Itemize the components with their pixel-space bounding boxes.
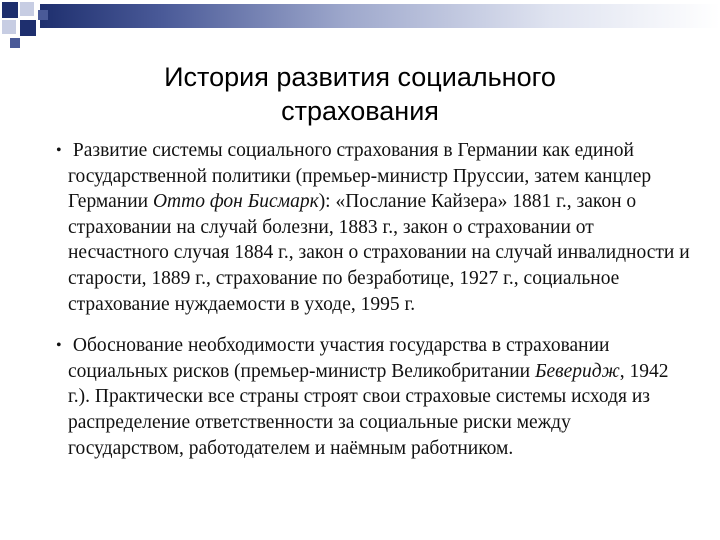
corner-square xyxy=(38,10,48,20)
corner-square xyxy=(2,2,18,18)
person-name: Отто фон Бисмарк xyxy=(152,191,319,213)
title-line-1: История развития социального xyxy=(164,62,556,92)
corner-square xyxy=(20,20,36,36)
bullet-text-start: Развитие системы социального страхования в Германии как единой государственной политики (премьер-министр Пруссии, затем канцлер Германии xyxy=(68,140,652,213)
bullet-text-start: Обоснование необходимости участия государства в страховании социальных рисков (премьер-министр Великобритании xyxy=(68,335,610,382)
bullet-marker: • xyxy=(56,142,62,159)
title-line-2: страхования xyxy=(281,96,439,126)
bullet-text xyxy=(68,140,690,315)
corner-square xyxy=(20,2,34,16)
bullet-marker: • xyxy=(56,337,62,355)
person-name: Беверидж xyxy=(534,360,620,382)
bullet-item-bismarck xyxy=(56,138,690,317)
bullet-text-end: , 1942 г.). Практически все страны строят свои страховые системы исходя из распределение ответственности за социальные риски между государством, работодателем и наёмным работником. xyxy=(68,360,669,459)
bullet-text-end: ): «Послание Кайзера» 1881 г., закон о страховании на случай болезни, 1883 г., закон о страховании от несчастного случая 1884 г., закон о страховании на случай инвалидности и старости, 1889 г., страхование по безработице, 1927 г., социальное страхование нуждаемости в уходе, 1995 г. xyxy=(68,191,690,315)
bullet-text xyxy=(68,335,669,458)
corner-square xyxy=(2,20,16,34)
slide-title xyxy=(60,60,660,128)
slide-body xyxy=(56,138,690,461)
header-gradient-bar xyxy=(40,4,720,28)
corner-squares-decoration xyxy=(0,0,60,60)
corner-square xyxy=(10,38,20,48)
bullet-item-beveridge xyxy=(56,333,690,461)
